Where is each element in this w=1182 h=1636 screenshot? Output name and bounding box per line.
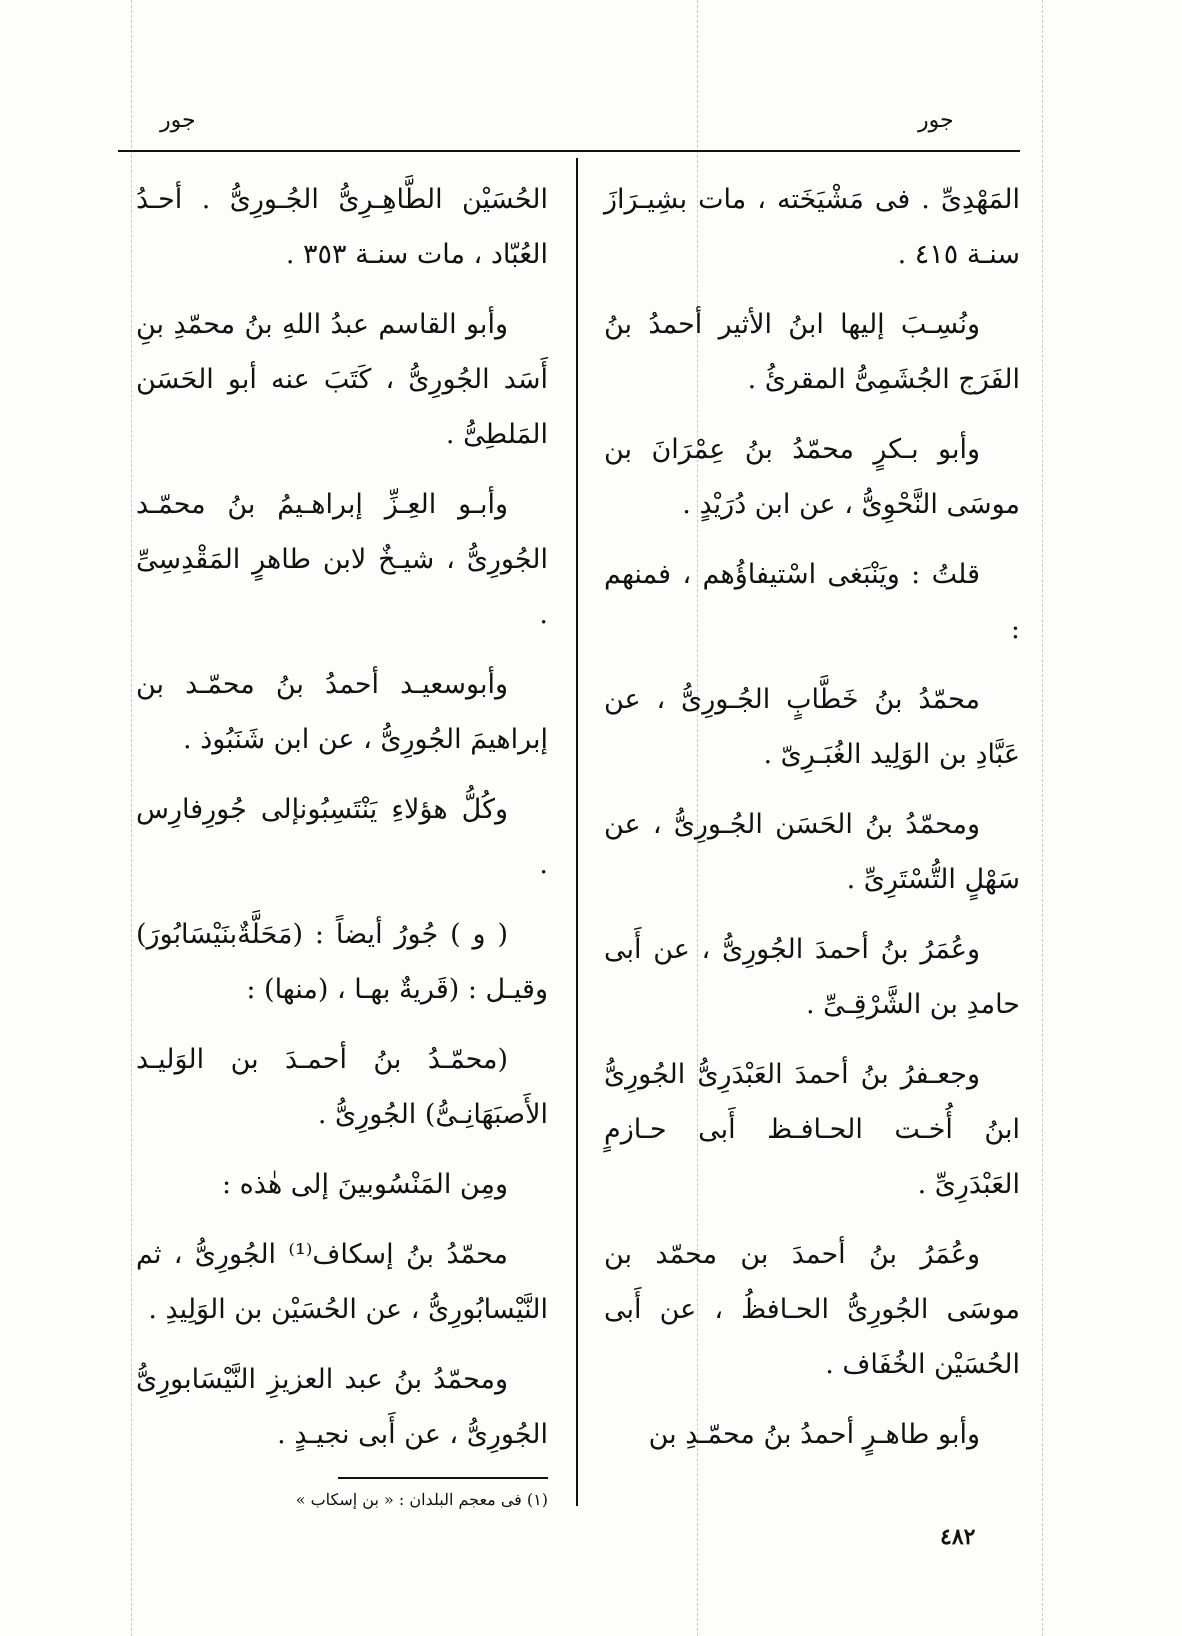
paragraph: محمّدُ بنُ خَطَّابٍ الجُـورِىُّ ، عن عَبَّادِ بن الوَلِيد الغُبَـرِىّ . [604, 684, 1020, 770]
running-header-right: جور [918, 108, 954, 133]
footnote-rule [338, 1477, 548, 1479]
footnote: (١) فى معجم البلدان : « بن إسكاب » [295, 1490, 548, 1509]
paragraph: محمّدُ بنُ إسكاف⁽¹⁾ الجُورِىُّ ، ثم النَّيْسابُورِىُّ ، عن الحُسَيْن بن الوَلِيدِ . [136, 1239, 548, 1325]
header-rule [118, 150, 1020, 152]
paragraph: وأبو القاسم عبدُ اللهِ بنُ محمّدِ بنِ أَسَد الجُورِىُّ ، كَتَبَ عنه أبو الحَسَن المَلطِىُّ . [136, 309, 548, 450]
paragraph: وأبوسعيـد أحمدُ بنُ محمّـد بن إبراهيمَ الجُورِىُّ ، عن ابن شَنَبُوذ . [136, 669, 548, 755]
column-divider [576, 158, 578, 1506]
paragraph: وجعـفرُ بنُ أحمدَ العَبْدَرِىُّ الجُورِىُّ ابنُ أُخـت الحـافـظ أَبى حـازمٍ العَبْدَرِىِّ . [604, 1059, 1020, 1200]
paragraph: قلتُ : ويَنْبَغى اسْتيفاؤُهم ، فمنهم : [604, 559, 1020, 645]
paragraph: ومحمّدُ بنُ عبد العزيزِ النَّيْسَابورِىُّ الجُورِىُّ ، عن أَبى نجيـدٍ . [136, 1364, 548, 1450]
paragraph: ( و ) جُورُ أيضاً : (مَحَلَّةٌبنَيْسَابُورَ) وقيـل : (قَريةٌ بهـا ، (منها) : [136, 919, 548, 1005]
scan-guide-line [131, 0, 132, 1636]
paragraph: وعُمَرُ بنُ أحمدَ الجُورِىُّ ، عن أَبى حامدِ بن الشَّرْقِـىِّ . [604, 934, 1020, 1020]
left-column [136, 172, 548, 1528]
paragraph: وأبو طاهـرٍ أحمدُ بنُ محمّـدِ بن [648, 1419, 980, 1450]
paragraph: المَهْدِىِّ . فى مَشْيَخَته ، مات بشِيـرَازَ سنـة ٤١٥ . [604, 184, 1020, 270]
paragraph: وأبو بـكرٍ محمّدُ بنُ عِمْرَانَ بن موسَى النَّحْوِىُّ ، عن ابن دُرَيْدٍ . [604, 434, 1020, 520]
right-column [604, 172, 1020, 1477]
scan-guide-line [1042, 0, 1043, 1636]
paragraph: الحُسَيْن الطَّاهِـرِىُّ الجُـورِىُّ . أحـدُ العُبّاد ، مات سنـة ٣٥٣ . [136, 184, 548, 270]
paragraph: وعُمَرُ بنُ أحمدَ بن محمّد بن موسَى الجُورِىُّ الحـافظُ ، عن أَبى الحُسَيْن الخُفَاف . [604, 1239, 1020, 1380]
paragraph: وكُلُّ هؤلاءِ يَنْتَسِبُونإلى جُورِفارِس . [136, 794, 548, 880]
paragraph: ومِن المَنْسُوبينَ إلى هٰذه : [221, 1169, 508, 1200]
page-number: ٤٨٢ [940, 1524, 976, 1550]
running-header-left: جور [160, 108, 196, 133]
paragraph: ومحمّدُ بنُ الحَسَن الجُـورِىُّ ، عن سَهْلٍ التُّسْتَرِىِّ . [604, 809, 1020, 895]
paragraph: (محمّـدُ بنُ أحمـدَ بن الوَليـد الأَصبَهَانِـىُّ) الجُورِىُّ . [136, 1044, 548, 1130]
paragraph: ونُسِـبَ إليها ابنُ الأثير أحمدُ بنُ الفَرَج الجُشَمِىُّ المقرئُ . [604, 309, 1020, 395]
paragraph: وأبـو العِـزِّ إبراهـيمُ بنُ محمّـد الجُورِىُّ ، شيـخٌ لابن طاهرٍ المَقْدِسِىِّ . [136, 489, 548, 630]
